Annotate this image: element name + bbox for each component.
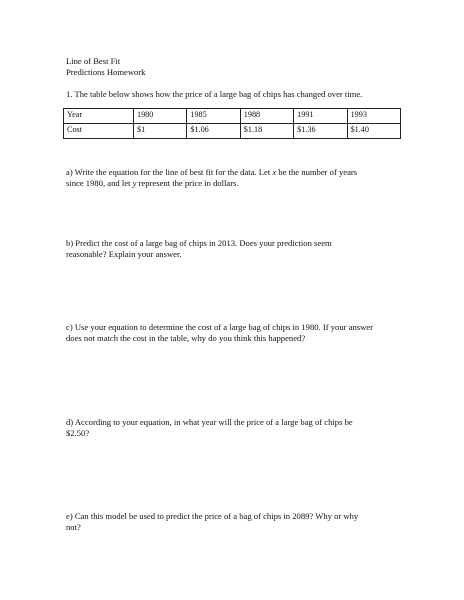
table-row-year [64,109,401,124]
table-cell-cost: $1 [133,124,186,139]
question-a-text: be the number of years [276,167,358,177]
question-d-line-1: d) According to your equation, in what year will the price of a large bag of chips be [66,417,353,427]
question-d-line-2: $2.50? [66,428,90,438]
table-header-cost: Cost [64,124,134,139]
variable-y: y [132,178,137,188]
question-c [66,322,406,344]
table-cell-cost: $1.18 [240,124,293,139]
question-a-line-1 [66,167,406,178]
question-d [66,417,406,439]
table-cell-year: 1988 [240,109,293,124]
question-a-text: represent the price in dollars. [136,178,239,188]
question-1-text: 1. The table below shows how the price of a large bag of chips has changed over time. [66,89,363,99]
table-cell-cost: $1.40 [347,124,400,139]
table-cell-cost: $1.06 [187,124,240,139]
question-a-text: a) Write the equation for the line of best fit for the data. Let [66,167,273,177]
table-row-cost [64,124,401,139]
table-cell-year: 1985 [187,109,240,124]
question-b [66,238,406,260]
table-cell-cost: $1.36 [294,124,347,139]
question-e-line-2: not? [66,522,81,532]
price-table [63,108,401,139]
table-cell-year: 1991 [294,109,347,124]
question-b-line-2: reasonable? Explain your answer. [66,249,182,259]
table-header-year: Year [64,109,134,124]
table-cell-year: 1993 [347,109,400,124]
variable-x: x [272,167,277,177]
question-e-line-1: e) Can this model be used to predict the price of a bag of chips in 2089? Why or why [66,511,359,521]
question-a-line-2 [66,178,406,189]
worksheet-title: Line of Best Fit [66,56,121,66]
question-e [66,511,406,533]
table-cell-year: 1980 [133,109,186,124]
question-b-line-1: b) Predict the cost of a large bag of chips in 2013. Does your prediction seem [66,238,332,248]
worksheet-subtitle: Predictions Homework [66,67,146,77]
question-c-line-1: c) Use your equation to determine the cost of a large bag of chips in 1980. If your answer [66,322,373,332]
question-c-line-2: does not match the cost in the table, why do you think this happened? [66,333,306,343]
question-a [66,167,406,189]
question-a-text: since 1980, and let [66,178,133,188]
